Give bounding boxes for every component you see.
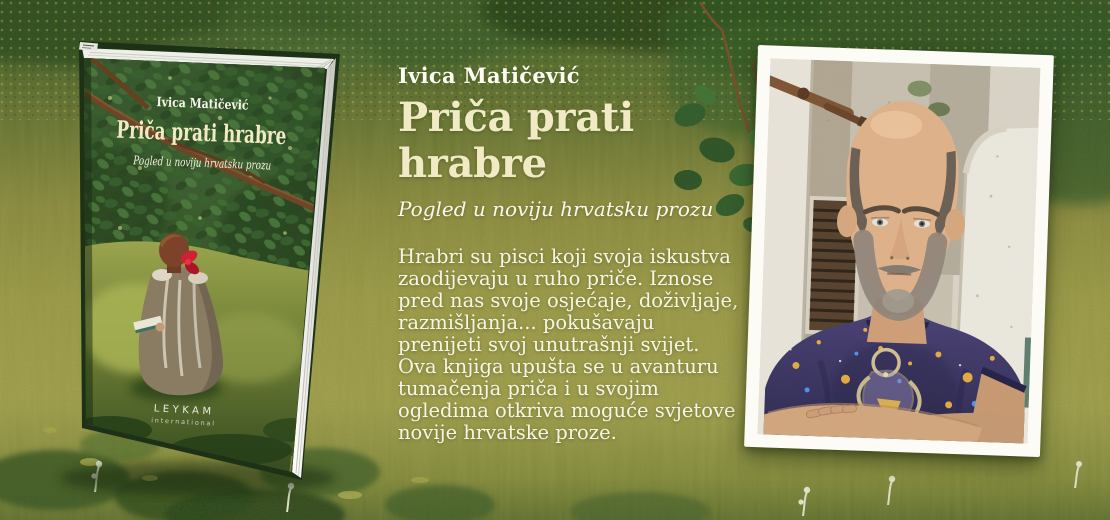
description-line: ogledima otkriva moguće svjetove	[398, 399, 736, 422]
author-photo-frame	[744, 45, 1054, 457]
description-line: zaodijevaju u ruho priče. Iznose	[398, 267, 714, 290]
book-title	[398, 95, 778, 187]
description-line: tumačenja priča i u svojim	[398, 377, 659, 400]
book-title-line-2: hrabre	[398, 140, 547, 187]
book-mockup	[50, 28, 370, 503]
book-subtitle: Pogled u noviju hrvatsku prozu	[398, 197, 714, 221]
cover-subtitle-text: Pogled u noviju hrvatsku prozu	[133, 153, 323, 175]
description-line: novije hrvatske proze.	[398, 421, 617, 444]
description-line: Ova knjiga upušta se u avanturu	[398, 355, 719, 378]
author-name: Ivica Matičević	[398, 63, 580, 88]
publisher-logo-text: LEYKAM	[153, 403, 215, 418]
publisher-sub-text: international	[150, 416, 217, 428]
description-line: razmišljanja... pokušavaju	[398, 311, 655, 334]
promo-text-block	[398, 63, 778, 444]
book-title-line-1: Priča prati	[398, 94, 634, 141]
description-line: pred nas svoje osjećaje, doživljaje,	[398, 289, 739, 312]
description-line: Hrabri su pisci koji svoja iskustva	[398, 245, 731, 268]
cover-title-text: Priča prati hrabre	[115, 114, 360, 153]
book-description	[398, 246, 778, 444]
author-photo	[758, 58, 1041, 443]
spine-label	[79, 42, 98, 51]
description-line: prenijeti svoj unutrašnji svijet.	[398, 333, 700, 356]
cover-author-text: Ivica Matičević	[156, 95, 267, 115]
